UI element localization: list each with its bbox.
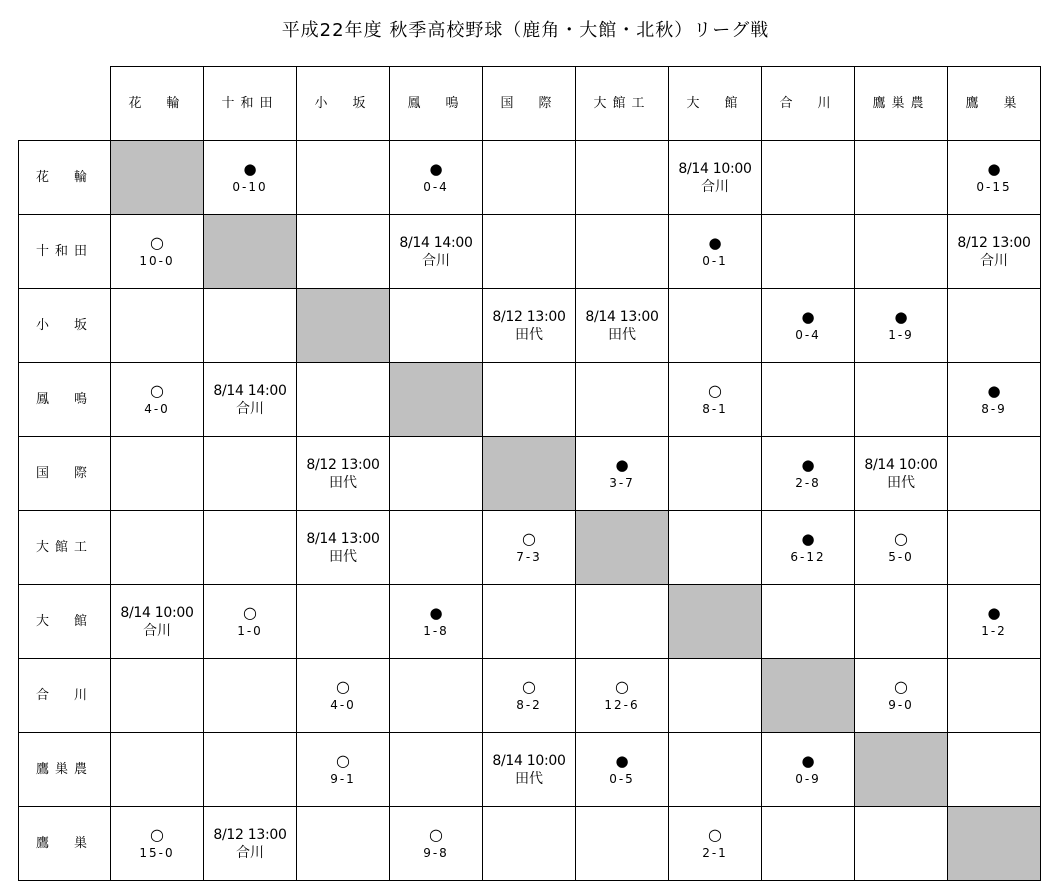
loss-dot-icon: ● [429,603,443,622]
empty-cell [204,659,297,733]
empty-cell [483,215,576,289]
loss-dot-icon: ● [987,381,1001,400]
win-circle-icon: ○ [522,676,536,696]
column-header: 十和田 [204,67,297,141]
empty-cell [762,585,855,659]
loss-dot-icon: ● [615,455,629,474]
win-circle-icon: ○ [522,528,536,548]
table-row [19,733,1041,807]
empty-cell [576,807,669,881]
row-header: 国 際 [19,437,111,511]
empty-cell [111,437,204,511]
empty-cell [390,289,483,363]
empty-cell [111,733,204,807]
schedule-cell [297,511,390,585]
schedule-cell [483,289,576,363]
result-cell [576,659,669,733]
empty-cell [390,659,483,733]
schedule-venue: 合川 [143,622,171,639]
empty-cell [483,141,576,215]
score-text: 9-1 [330,771,356,786]
corner-cell [19,67,111,141]
result-cell [204,585,297,659]
schedule-cell [204,807,297,881]
result-cell [669,215,762,289]
score-text: 1-2 [981,623,1007,638]
schedule-venue: 合川 [422,252,450,269]
empty-cell [204,511,297,585]
score-text: 10-0 [139,253,175,268]
schedule-cell [297,437,390,511]
schedule-venue: 合川 [701,178,729,195]
score-text: 12-6 [604,697,640,712]
loss-dot-icon: ● [801,751,815,770]
win-circle-icon: ○ [708,380,722,400]
schedule-time: 8/14 13:00 [306,530,380,547]
empty-cell [576,141,669,215]
score-text: 15-0 [139,845,175,860]
score-text: 1-0 [237,623,263,638]
loss-dot-icon: ● [708,233,722,252]
score-text: 0-5 [609,771,635,786]
loss-dot-icon: ● [615,751,629,770]
empty-cell [855,363,948,437]
diagonal-cell [297,289,390,363]
table-row [19,659,1041,733]
row-header: 鷹巣農 [19,733,111,807]
diagonal-cell [762,659,855,733]
empty-cell [390,733,483,807]
win-circle-icon: ○ [894,528,908,548]
empty-cell [855,215,948,289]
result-cell [762,511,855,585]
empty-cell [762,363,855,437]
win-circle-icon: ○ [150,824,164,844]
column-header: 花 輪 [111,67,204,141]
empty-cell [855,141,948,215]
empty-cell [390,511,483,585]
empty-cell [483,363,576,437]
schedule-time: 8/14 10:00 [864,456,938,473]
result-cell [297,733,390,807]
empty-cell [483,807,576,881]
empty-cell [948,733,1041,807]
column-header: 大 館 [669,67,762,141]
schedule-venue: 田代 [329,548,357,565]
result-cell [855,511,948,585]
schedule-time: 8/14 14:00 [213,382,287,399]
score-text: 3-7 [609,475,635,490]
diagonal-cell [948,807,1041,881]
schedule-venue: 合川 [236,400,264,417]
empty-cell [297,363,390,437]
empty-cell [483,585,576,659]
empty-cell [669,289,762,363]
win-circle-icon: ○ [150,232,164,252]
schedule-venue: 田代 [608,326,636,343]
empty-cell [576,585,669,659]
result-cell [111,215,204,289]
diagonal-cell [483,437,576,511]
schedule-time: 8/14 10:00 [120,604,194,621]
diagonal-cell [669,585,762,659]
schedule-cell [204,363,297,437]
column-header: 大館工 [576,67,669,141]
table-row [19,215,1041,289]
loss-dot-icon: ● [429,159,443,178]
score-text: 0-4 [423,179,449,194]
empty-cell [204,733,297,807]
empty-cell [669,733,762,807]
loss-dot-icon: ● [894,307,908,326]
result-cell [669,363,762,437]
empty-cell [297,807,390,881]
empty-cell [111,511,204,585]
schedule-venue: 合川 [980,252,1008,269]
win-circle-icon: ○ [336,676,350,696]
result-cell [669,807,762,881]
result-cell [762,437,855,511]
empty-cell [297,141,390,215]
result-cell [948,141,1041,215]
empty-cell [762,141,855,215]
empty-cell [948,289,1041,363]
win-circle-icon: ○ [150,380,164,400]
diagonal-cell [855,733,948,807]
win-circle-icon: ○ [243,602,257,622]
result-cell [855,289,948,363]
row-header: 合 川 [19,659,111,733]
row-header: 大 館 [19,585,111,659]
score-text: 5-0 [888,549,914,564]
schedule-cell [948,215,1041,289]
loss-dot-icon: ● [801,529,815,548]
header-row [19,67,1041,141]
empty-cell [111,289,204,363]
table-row [19,141,1041,215]
loss-dot-icon: ● [987,603,1001,622]
page-title: 平成22年度 秋季高校野球（鹿角・大館・北秋）リーグ戦 [281,20,770,41]
empty-cell [762,807,855,881]
schedule-cell [111,585,204,659]
column-header: 合 川 [762,67,855,141]
column-header: 小 坂 [297,67,390,141]
empty-cell [390,437,483,511]
win-circle-icon: ○ [429,824,443,844]
schedule-cell [576,289,669,363]
score-text: 8-2 [516,697,542,712]
score-text: 4-0 [330,697,356,712]
win-circle-icon: ○ [615,676,629,696]
score-text: 8-1 [702,401,728,416]
schedule-time: 8/12 13:00 [492,308,566,325]
schedule-cell [855,437,948,511]
empty-cell [669,511,762,585]
score-text: 0-10 [232,179,268,194]
empty-cell [297,585,390,659]
score-text: 6-12 [790,549,826,564]
score-text: 1-9 [888,327,914,342]
column-header: 国 際 [483,67,576,141]
diagonal-cell [111,141,204,215]
loss-dot-icon: ● [801,455,815,474]
empty-cell [762,215,855,289]
empty-cell [669,437,762,511]
column-header: 鷹 巣 [948,67,1041,141]
empty-cell [669,659,762,733]
result-cell [576,733,669,807]
schedule-time: 8/12 13:00 [213,826,287,843]
result-cell [204,141,297,215]
table-row [19,807,1041,881]
empty-cell [111,659,204,733]
row-header: 大館工 [19,511,111,585]
row-header: 鳳 鳴 [19,363,111,437]
schedule-venue: 田代 [329,474,357,491]
schedule-time: 8/14 14:00 [399,234,473,251]
result-cell [390,807,483,881]
empty-cell [948,511,1041,585]
schedule-time: 8/14 13:00 [585,308,659,325]
league-table [18,66,1041,881]
schedule-venue: 合川 [236,844,264,861]
table-row [19,511,1041,585]
result-cell [762,289,855,363]
win-circle-icon: ○ [708,824,722,844]
score-text: 9-8 [423,845,449,860]
empty-cell [204,289,297,363]
column-header: 鷹巣農 [855,67,948,141]
empty-cell [576,363,669,437]
schedule-time: 8/12 13:00 [957,234,1031,251]
score-text: 8-9 [981,401,1007,416]
table-row [19,437,1041,511]
column-header: 鳳 鳴 [390,67,483,141]
result-cell [111,807,204,881]
score-text: 0-1 [702,253,728,268]
row-header: 鷹 巣 [19,807,111,881]
result-cell [948,363,1041,437]
diagonal-cell [390,363,483,437]
score-text: 0-9 [795,771,821,786]
win-circle-icon: ○ [336,750,350,770]
row-header: 十和田 [19,215,111,289]
empty-cell [204,437,297,511]
result-cell [948,585,1041,659]
schedule-cell [483,733,576,807]
score-text: 1-8 [423,623,449,638]
loss-dot-icon: ● [801,307,815,326]
empty-cell [948,437,1041,511]
score-text: 4-0 [144,401,170,416]
schedule-venue: 田代 [887,474,915,491]
table-row [19,585,1041,659]
empty-cell [948,659,1041,733]
score-text: 0-4 [795,327,821,342]
loss-dot-icon: ● [243,159,257,178]
result-cell [483,511,576,585]
empty-cell [855,585,948,659]
schedule-venue: 田代 [515,770,543,787]
empty-cell [576,215,669,289]
result-cell [390,141,483,215]
empty-cell [855,807,948,881]
result-cell [297,659,390,733]
schedule-cell [669,141,762,215]
schedule-time: 8/14 10:00 [492,752,566,769]
result-cell [855,659,948,733]
row-header: 小 坂 [19,289,111,363]
score-text: 0-15 [976,179,1012,194]
diagonal-cell [204,215,297,289]
row-header: 花 輪 [19,141,111,215]
win-circle-icon: ○ [894,676,908,696]
score-text: 9-0 [888,697,914,712]
result-cell [762,733,855,807]
diagonal-cell [576,511,669,585]
result-cell [483,659,576,733]
result-cell [576,437,669,511]
score-text: 2-1 [702,845,728,860]
table-row [19,363,1041,437]
score-text: 7-3 [516,549,542,564]
result-cell [111,363,204,437]
empty-cell [297,215,390,289]
table-row [19,289,1041,363]
result-cell [390,585,483,659]
schedule-venue: 田代 [515,326,543,343]
score-text: 2-8 [795,475,821,490]
schedule-time: 8/12 13:00 [306,456,380,473]
schedule-time: 8/14 10:00 [678,160,752,177]
schedule-cell [390,215,483,289]
loss-dot-icon: ● [987,159,1001,178]
